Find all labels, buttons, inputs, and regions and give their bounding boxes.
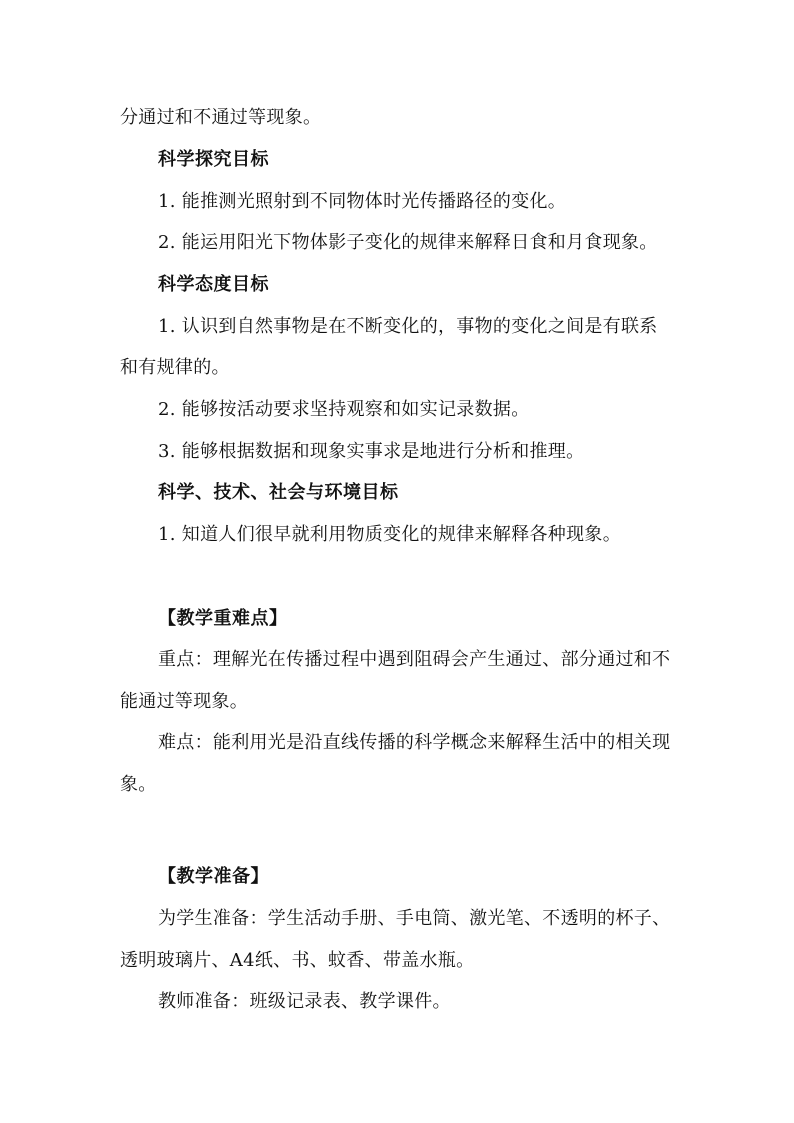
- attitude-item-1-line-2: 和有规律的。: [120, 357, 230, 378]
- preparation-heading: 【教学准备】: [158, 866, 269, 887]
- focus-line-1: 重点：理解光在传播过程中遇到阻碍会产生通过、部分通过和不: [158, 649, 671, 670]
- attitude-heading: 科学态度目标: [158, 274, 269, 295]
- focus-line-2: 能通过等现象。: [120, 691, 249, 712]
- teacher-preparation: 教师准备：班级记录表、教学课件。: [158, 991, 451, 1012]
- difficulty-line-2: 象。: [120, 774, 157, 795]
- inquiry-item-1: 1. 能推测光照射到不同物体时光传播路径的变化。: [158, 191, 567, 212]
- inquiry-heading: 科学探究目标: [158, 149, 269, 170]
- student-preparation-line-1: 为学生准备：学生活动手册、手电筒、激光笔、不透明的杯子、: [158, 908, 671, 929]
- attitude-item-3: 3. 能够根据数据和现象实事求是地进行分析和推理。: [158, 441, 585, 462]
- attitude-item-2: 2. 能够按活动要求坚持观察和如实记录数据。: [158, 399, 530, 420]
- student-preparation-line-2: 透明玻璃片、A4纸、书、蚊香、带盖水瓶。: [120, 950, 475, 971]
- continuation-text: 分通过和不通过等现象。: [120, 107, 322, 128]
- inquiry-item-2: 2. 能运用阳光下物体影子变化的规律来解释日食和月食现象。: [158, 232, 658, 253]
- stse-heading: 科学、技术、社会与环境目标: [158, 482, 399, 503]
- difficulty-line-1: 难点：能利用光是沿直线传播的科学概念来解释生活中的相关现: [158, 732, 671, 753]
- stse-item-1: 1. 知道人们很早就利用物质变化的规律来解释各种现象。: [158, 524, 621, 545]
- key-points-heading: 【教学重难点】: [158, 608, 288, 629]
- attitude-item-1-line-1: 1. 认识到自然事物是在不断变化的，事物的变化之间是有联系: [158, 316, 658, 337]
